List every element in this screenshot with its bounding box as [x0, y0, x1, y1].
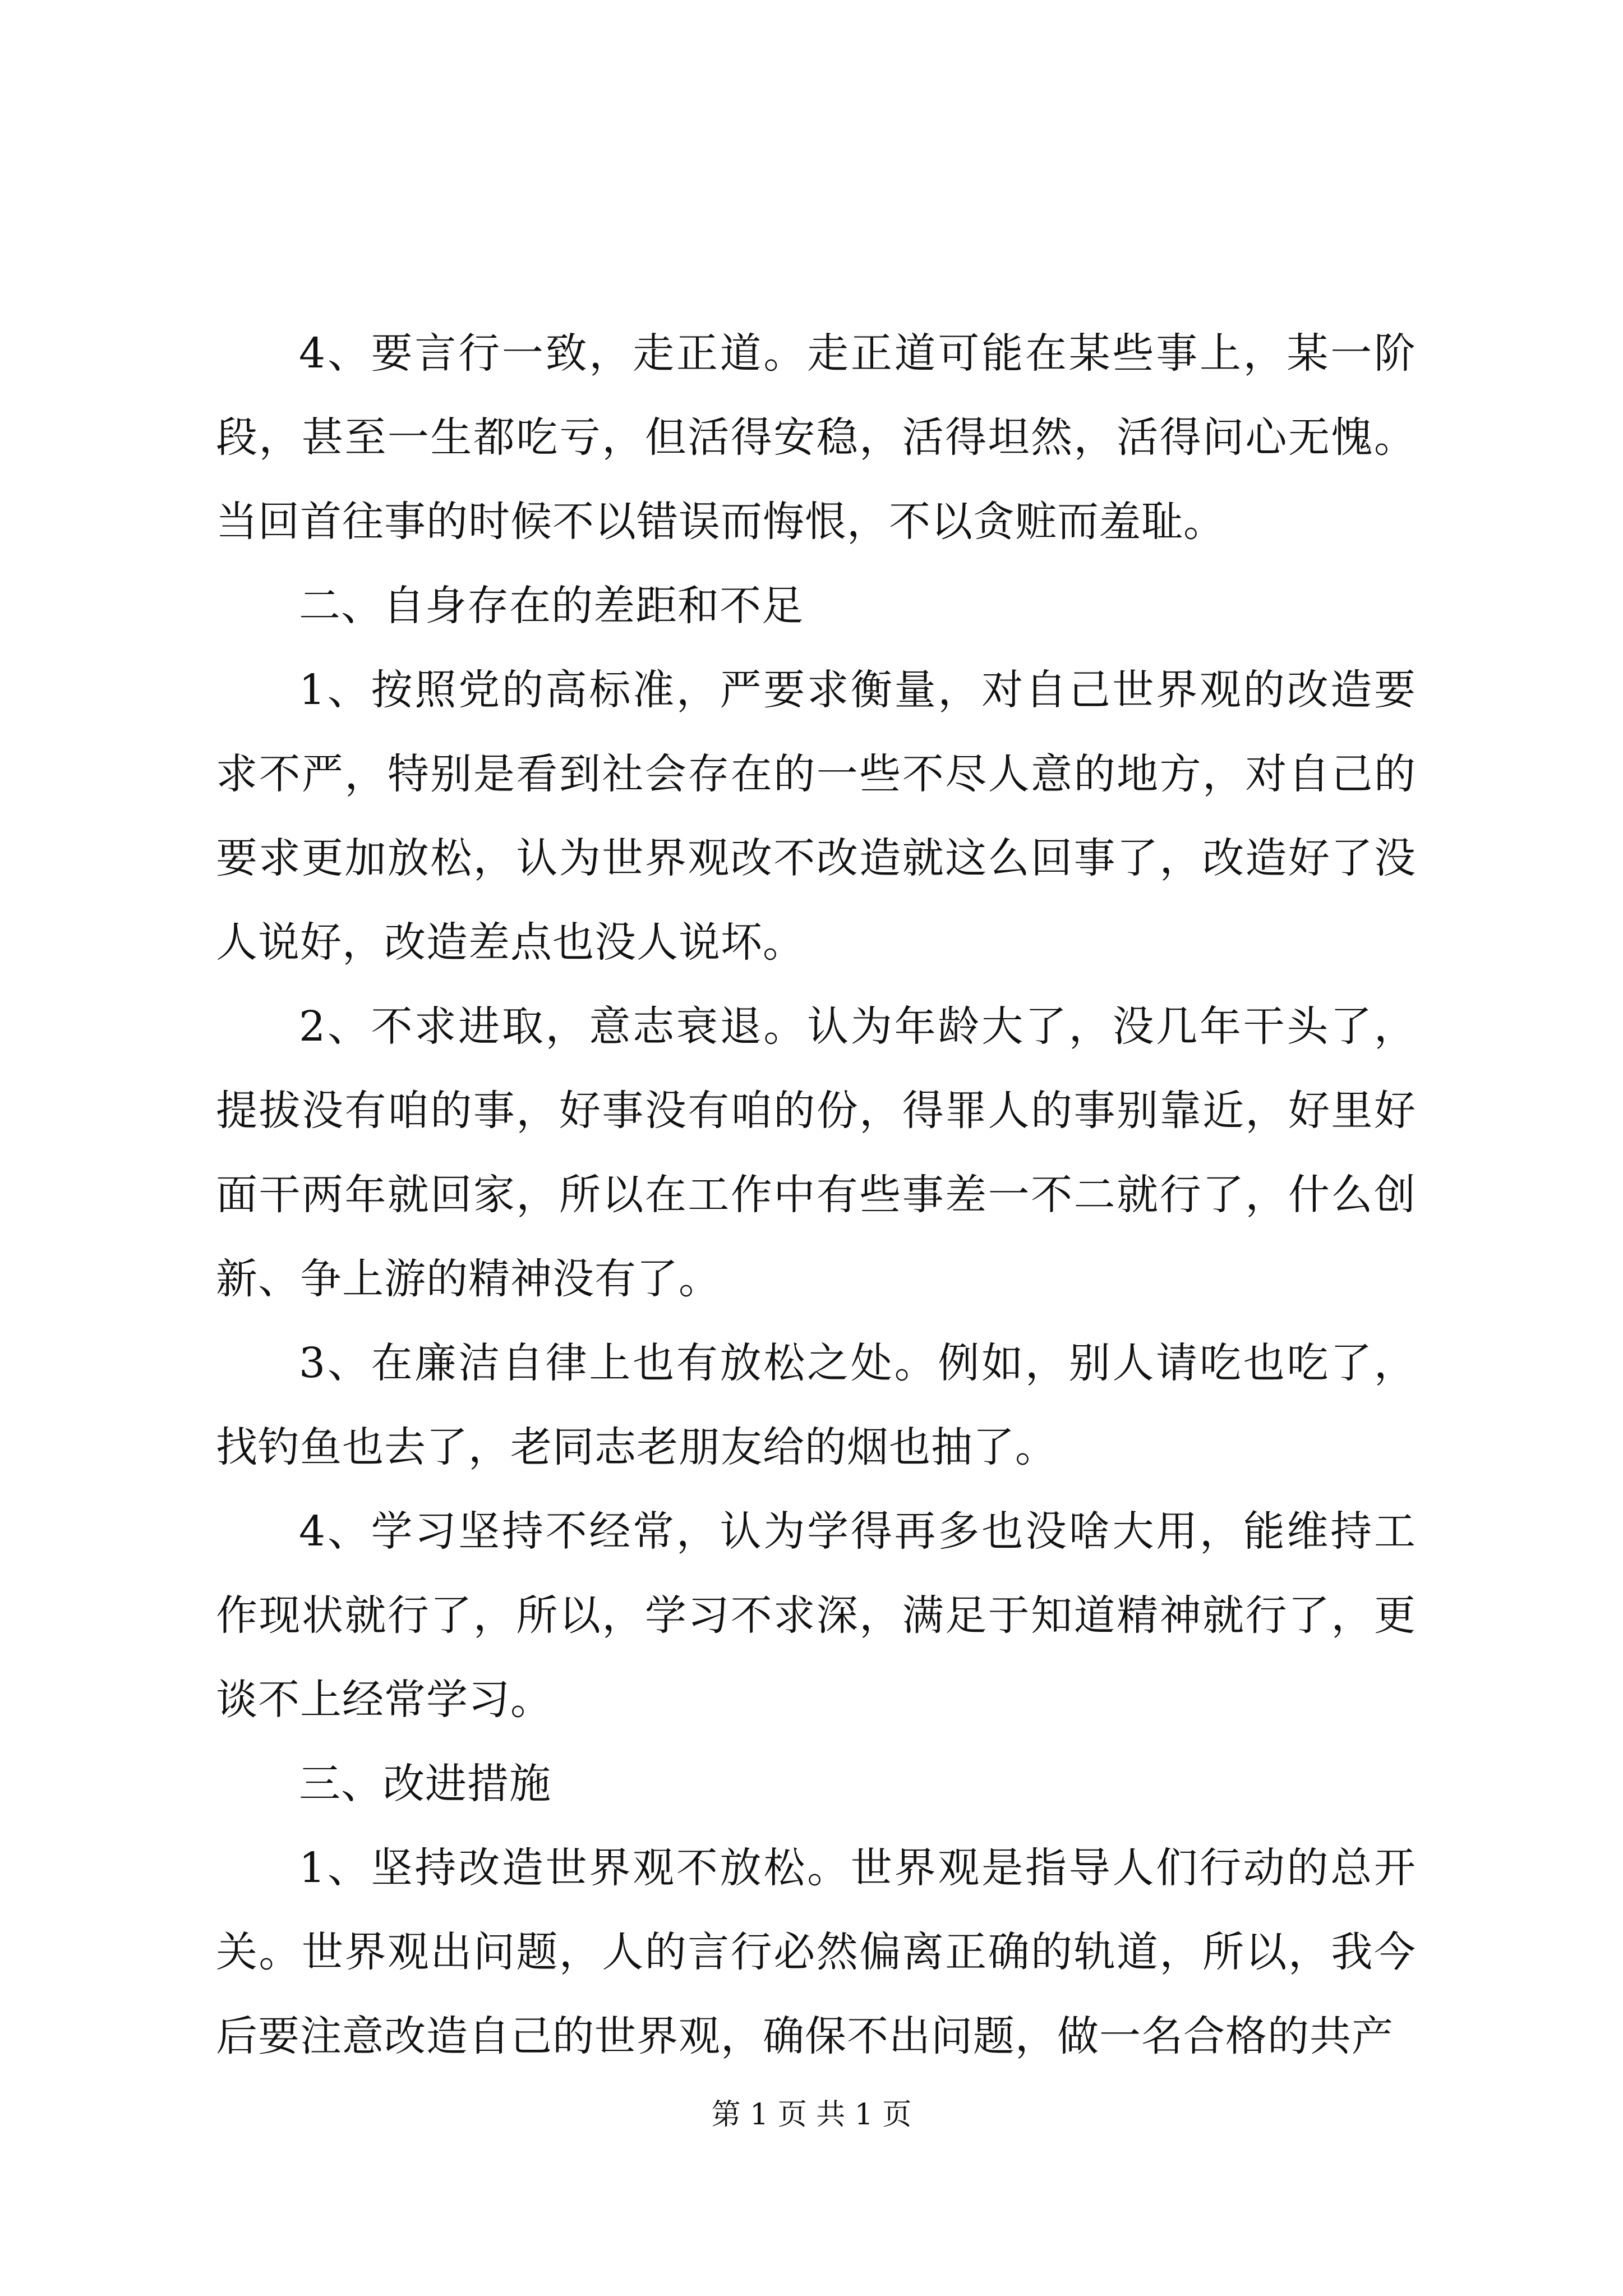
- section-heading-measures: 三、改进措施: [299, 1760, 551, 1808]
- paragraph-3-integrity: 3、在廉洁自律上也有放松之处。例如，别人请吃也吃了，找钓鱼也去了，老同志老朋友给的烟也抽了。: [216, 1339, 1416, 1471]
- section-heading-shortcomings: 二、自身存在的差距和不足: [299, 582, 804, 630]
- paragraph-4-study: 4、学习坚持不经常，认为学得再多也没啥大用，能维持工作现状就行了，所以，学习不求深，满足于知道精神就行了，更谈不上经常学习。: [216, 1507, 1416, 1724]
- page-footer: 第 1 页 共 1 页: [711, 2098, 912, 2132]
- paragraph-4-conduct: 4、要言行一致，走正道。走正道可能在某些事上，某一阶段，甚至一生都吃亏，但活得安稳，活得坦然，活得问心无愧。当回首往事的时候不以错误而悔恨，不以贪赃而羞耻。: [216, 329, 1416, 546]
- paragraph-1-worldview: 1、按照党的高标准，严要求衡量，对自己世界观的改造要求不严，特别是看到社会存在的一些不尽人意的地方，对自己的要求更加放松，认为世界观改不改造就这么回事了，改造好了没人说好，改造差点也没人说坏。: [216, 666, 1416, 967]
- document-body: [216, 311, 1416, 2078]
- paragraph-1-measures: 1、坚持改造世界观不放松。世界观是指导人们行动的总开关。世界观出问题，人的言行必然偏离正确的轨道，所以，我今后要注意改造自己的世界观，确保不出问题，做一名合格的共产: [216, 1844, 1416, 2060]
- paragraph-2-motivation: 2、不求进取，意志衰退。认为年龄大了，没几年干头了，提拔没有咱的事，好事没有咱的份，得罪人的事别靠近，好里好面干两年就回家，所以在工作中有些事差一不二就行了，什么创新、争上游的精神没有了。: [216, 1002, 1416, 1303]
